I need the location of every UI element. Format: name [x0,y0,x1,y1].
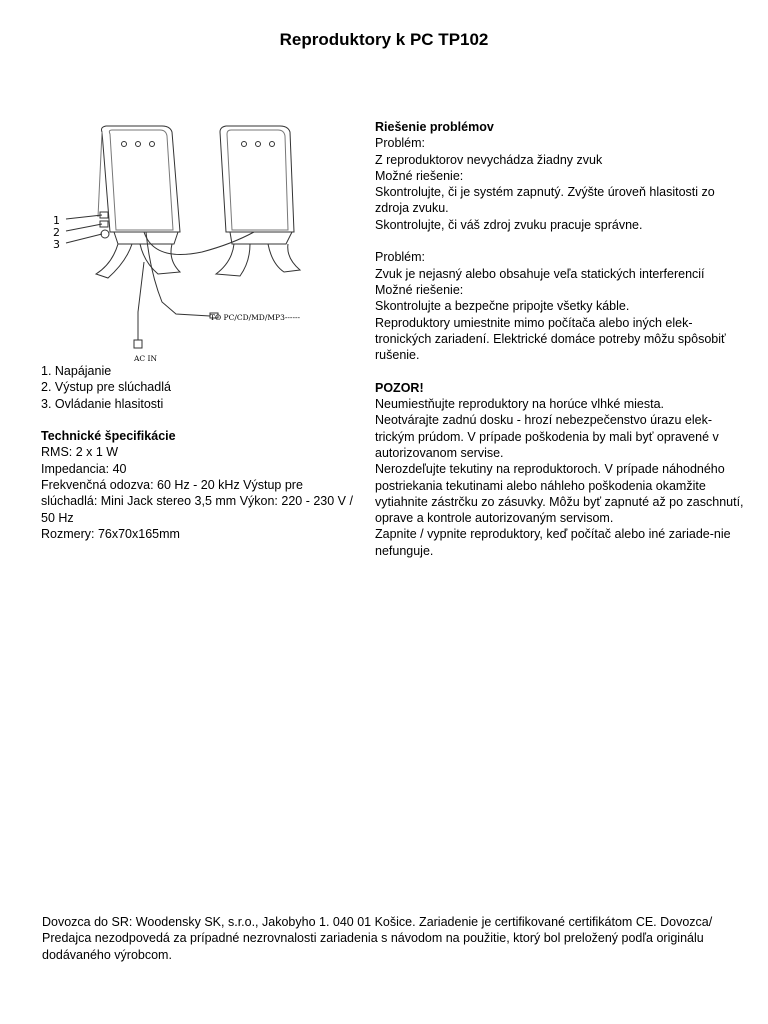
legend-item: 2. Výstup pre slúchadlá [41,380,171,395]
power-label: AC IN [134,354,158,363]
warning-text: Zapnite / vypnite reproduktory, keď počítač alebo iné zariade-nie nefunguje. [375,527,731,558]
spec-line: Impedancia: 40 [41,461,127,476]
problem-text: Z reproduktorov nevychádza žiadny zvuk [375,152,603,167]
cable-label: TO PC/CD/MD/MP3------ [210,313,301,322]
warning-heading: POZOR! [375,380,424,395]
spec-line: Frekvenčná odozva: 60 Hz - 20 kHz Výstup pre slúchadlá: Mini Jack stereo 3,5 mm Výkon: 220 - 230 V / 50 Hz [41,478,353,525]
callout-3: 3 [53,238,60,251]
power-cable [138,262,144,340]
volume-knob [101,230,109,238]
solution-text: Reproduktory umiestnite mimo počítača alebo iných elek-tronických zariadení. Elektrické domáce potreby môžu spôsobiť rušenie. [375,315,726,363]
power-plug [134,340,142,348]
legend-item: 1. Napájanie [41,364,112,378]
problem-label: Problém: [375,250,426,265]
warning-text: Neotvárajte zadnú dosku - hrozí nebezpečenstvo úrazu elek-trickým prúdom. V prípade poškodenia by mali byť opravené v autorizovanom servise. [375,413,719,460]
solution-label: Možné riešenie: [375,282,464,297]
speaker-diagram [22,112,347,367]
warning-text: Nerozdeľujte tekutiny na reproduktoroch. V prípade náhodného postriekania tekutinami alebo náhleho poškodenia okamžite vytiahnite zástrčku zo zásuvky. Môžu byť zapnuté až po zaschnutí, oprave a kontrole autorizovaným servisom. [375,462,744,526]
troubleshooting-heading: Riešenie problémov [375,120,494,134]
spec-line: Rozmery: 76x70x165mm [41,526,180,541]
warning-text: Neumiestňujte reproduktory na horúce vlhké miesta. [375,397,665,412]
right-column [375,119,747,559]
specs-heading: Technické špecifikácie [41,429,176,444]
solution-text: Skontrolujte a bezpečne pripojte všetky káble. [375,299,630,314]
problem-label: Problém: [375,136,426,151]
left-column [41,363,353,542]
left-speaker [96,126,180,278]
solution-label: Možné riešenie: [375,168,464,183]
spec-line: RMS: 2 x 1 W [41,445,119,460]
callout-1: 1 [53,214,60,227]
right-speaker [216,126,300,276]
speaker-diagram-drawing [22,112,347,367]
problem-text: Zvuk je nejasný alebo obsahuje veľa statických interferencií [375,266,705,281]
legend-item: 3. Ovládanie hlasitosti [41,396,164,411]
audio-cable [146,232,210,316]
solution-text: Skontrolujte, či váš zdroj zvuku pracuje správne. [375,217,643,232]
solution-text: Skontrolujte, či je systém zapnutý. Zvýšte úroveň hlasitosti zo zdroja zvuku. [375,185,715,216]
page-title: Reproduktory k PC TP102 [279,30,489,49]
footer-note: Dovozca do SR: Woodensky SK, s.r.o., Jakobyho 1. 040 01 Košice. Zariadenie je certifikované certifikátom CE. Dovozca/ Predajca nezodpovedá za prípadné nezrovnalosti zariadenia s návodom na použitie, ktorý bol preložený podľa originálu dodávaného výrobcom. [42,915,713,962]
speaker-link-cable [144,232,254,255]
callout-2: 2 [53,226,60,239]
